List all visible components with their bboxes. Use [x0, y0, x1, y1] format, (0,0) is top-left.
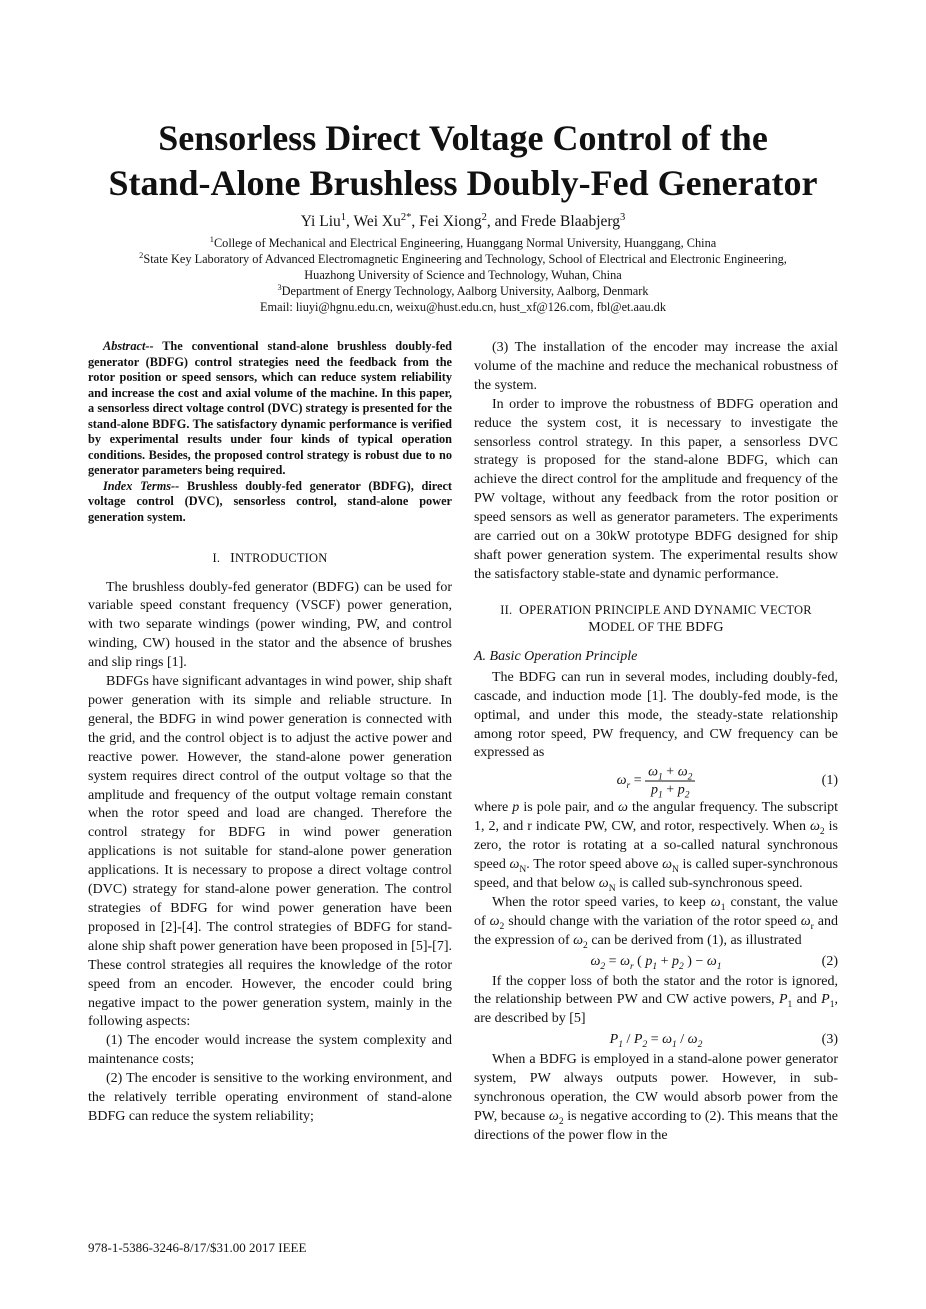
section-heading-introduction — [88, 550, 452, 567]
math-symbol: p — [677, 782, 685, 798]
math-subscript: N — [671, 864, 679, 875]
math-operator: / — [676, 1032, 688, 1048]
math-subscript: 2 — [583, 940, 588, 951]
text-run: If the copper loss of both the stator and the rotor is ignored, the relationship between PW and CW active powers, — [474, 973, 838, 1008]
math-subscript: 1 — [658, 772, 663, 783]
left-column — [88, 339, 452, 1127]
affil-text: College of Mechanical and Electrical Engineering, Huanggang Normal University, Huanggang, China — [213, 236, 717, 250]
text-run: can be derived from (1), as illustrated — [587, 932, 802, 948]
math-symbol: ω — [800, 913, 811, 929]
math-subscript: 2 — [684, 790, 690, 801]
equation-body: $\omega_r$ = $\frac{\omega_1 + \omega_2}{p_1 + p_2}$ — [474, 764, 838, 799]
math-subscript: N — [608, 883, 616, 894]
math-symbol: ω — [662, 857, 672, 873]
section-number: I. — [212, 550, 221, 565]
math-operator: + — [662, 764, 678, 780]
math-symbol: p — [645, 953, 653, 969]
math-symbol: ω — [590, 953, 601, 969]
paragraph: In order to improve the robustness of BDFG operation and reduce the system cost, it is necessary to investigate the sensorless control strategy. In this paper, a sensorless DVC strategy is proposed for the stand-alone BDFG, which can achieve the direct control for the amplitude and frequency of the PW voltage, without any feedback from the rotor position or speed sensors as well as generator parameters. The experiments are carried out on a 30kW prototype BDFG designed for ship shaft power generation system. The experimental results show the satisfactory stable-state and dynamic performance. — [474, 396, 838, 582]
math-operator: = — [647, 1032, 663, 1048]
math-subscript: 1 — [720, 902, 726, 913]
index-terms-lead: Index Terms-- — [103, 478, 180, 493]
text-run: should change with the variation of the rotor speed — [504, 913, 801, 929]
math-symbol: ω — [620, 953, 630, 969]
text-run: and the expression of — [474, 913, 838, 948]
subsection-heading: A. Basic Operation Principle — [474, 648, 638, 664]
section-rest: YNAMIC — [704, 602, 760, 617]
equation-number: (3) — [821, 1032, 838, 1048]
author-affil-mark: 1 — [340, 211, 347, 223]
text-run: and — [792, 992, 822, 1008]
text-run: , are described by [5] — [474, 992, 838, 1027]
affil-text: Department of Energy Technology, Aalborg University, Aalborg, Denmark — [281, 284, 649, 298]
author-affil-mark: 2 — [481, 211, 487, 223]
section-cap: I — [230, 550, 236, 566]
affil-text: State Key Laboratory of Advanced Electromagnetic Engineering and Technology, School of Electrical and Electronic Engineering, — [143, 252, 787, 266]
section-cap: V — [759, 602, 770, 618]
text-run: . The rotor speed above — [526, 857, 663, 873]
section-rest: PERATION — [529, 602, 595, 617]
affiliation-2-cont: Huazhong University of Science and Technology, Wuhan, China — [304, 268, 622, 282]
text-run: constant, the value of — [474, 894, 838, 929]
math-operator: / — [623, 1032, 634, 1048]
math-operator: + — [662, 782, 678, 798]
math-operator: ) — [683, 953, 696, 969]
math-operator: ( — [633, 953, 646, 969]
section-rest: RINCIPLE AND — [602, 602, 695, 617]
equation-number: (1) — [821, 773, 838, 789]
math-symbol: p — [672, 953, 679, 969]
math-subscript: r — [629, 961, 634, 972]
text-run: When the rotor speed varies, to keep — [492, 894, 711, 910]
abstract — [88, 339, 452, 479]
paragraph — [474, 973, 838, 1030]
math-symbol: P — [821, 992, 830, 1008]
author-name: , Fei Xiong — [411, 213, 482, 230]
math-symbol: P — [778, 992, 788, 1008]
math-operator: = — [605, 953, 621, 969]
math-symbol: ω — [573, 932, 584, 948]
math-symbol: ω — [706, 953, 717, 969]
author-name: Yi Liu — [300, 213, 341, 230]
math-symbol: p — [651, 782, 659, 798]
math-symbol: ω — [598, 875, 609, 891]
math-symbol: ω — [677, 764, 688, 780]
math-subscript: 1 — [716, 961, 722, 972]
math-operator: − — [695, 953, 707, 969]
section-cap: D — [694, 602, 705, 618]
paragraph: (1) The encoder would increase the system complexity and maintenance costs; — [88, 1033, 452, 1068]
index-terms-text: Brushless doubly-fed generator (BDFG), direct voltage control (DVC), sensorless control, stand-alone power generation system. — [88, 478, 452, 525]
paragraph — [474, 894, 838, 951]
math-symbol: ω — [810, 819, 820, 835]
affiliation-3 — [60, 283, 866, 299]
math-subscript: 2 — [687, 772, 693, 783]
math-symbol: ω — [616, 773, 627, 789]
equation-1 — [474, 763, 838, 799]
math-symbol: ω — [687, 1032, 698, 1048]
text-run: is called super-synchronous speed, and that below — [474, 857, 838, 891]
affiliation-2 — [60, 251, 866, 267]
right-column — [474, 339, 838, 1146]
math-symbol: P — [609, 1032, 619, 1048]
text-run: is negative according to (2). This means that the directions of the power flow in the — [474, 1109, 838, 1143]
affil-mark: 1 — [209, 234, 214, 244]
email-line: Email: liuyi@hgnu.edu.cn, weixu@hust.edu.cn, hust_xf@126.com, fbl@et.aau.dk — [260, 300, 666, 314]
math-symbol: p — [512, 800, 520, 816]
author-affil-mark: 3 — [620, 211, 626, 223]
paragraph: BDFGs have significant advantages in wind power, ship shaft power generation with its simple and reliable structure. In general, the BDFG in wind power generation is connected with the grid, and the control object is to adjust the active power and reactive power. However, the stand-alone power generation system requires direct control of the output voltage so that the amplitude and frequency of the output voltage remain constant when the rotor speed and load are changed. Therefore the control strategy for BDFG in wind power generation applications is not suitable for stand-alone power generation applications. It is necessary to propose a direct voltage control (DVC) strategy for stand-alone power generation. The control strategies of BDFG for wind power generation have been proposed in [2]-[4]. The control strategies of BDFG for stand-alone ship shaft power generation have been proposed in [5]-[7]. These control strategies all requires the knowledge of the rotor speed from an encoder. However, the encoder could bring negative impact to the power generation system, mainly in the following aspects: — [88, 674, 452, 1030]
equation-number: (2) — [821, 953, 838, 969]
author-affil-mark: 2* — [400, 211, 412, 223]
equation-body — [474, 1032, 838, 1051]
paragraph: The brushless doubly-fed generator (BDFG) can be used for variable speed constant frequency (VSCF) power generation, with two separate windings (power winding, PW, and control winding, CW) housed in the stator and the absence of brushes and slip rings [1]. — [88, 579, 452, 671]
math-subscript: 1 — [658, 790, 663, 801]
equation-body — [474, 954, 838, 970]
affiliations — [60, 235, 866, 315]
section-rest: ODEL OF THE — [600, 619, 686, 634]
paragraph: The BDFG can run in several modes, including doubly-fed, cascade, and induction mode [1]. The doubly-fed mode, is the optimal, and under this mode, the steady-state relationship among rotor speed, PW frequency, and CW frequency can be expressed as — [474, 669, 838, 761]
author-name: , Wei Xu — [346, 213, 401, 230]
fraction — [645, 764, 695, 799]
paragraph — [474, 1051, 838, 1146]
math-operator: + — [657, 953, 672, 969]
math-subscript: 2 — [697, 1040, 703, 1051]
math-subscript: 1 — [652, 961, 658, 972]
math-symbol: ω — [648, 764, 659, 780]
math-symbol: ω — [618, 800, 628, 816]
abstract-text: The conventional stand-alone brushless doubly-fed generator (BDFG) control strategies need the feedback from the rotor position or speed sensors, which can reduce system reliability and increase the cost and axial volume of the machine. In this paper, a sensorless direct voltage control (DVC) strategy is presented for the stand-alone BDFG. The satisfactory dynamic performance is verified by experimental results under four kinds of typical operation conditions. Besides, the proposed control strategy is robust due to no generator parameters being required. — [88, 339, 452, 478]
author-list — [60, 212, 866, 232]
text-run: where — [474, 800, 513, 816]
math-subscript: N — [519, 864, 527, 875]
math-symbol: ω — [662, 1032, 673, 1048]
section-heading-operation-principle — [474, 602, 838, 636]
paragraph: (2) The encoder is sensitive to the working environment, and the relatively terrible operating environment of stand-alone BDFG can reduce the system reliability; — [88, 1071, 452, 1124]
text-run: When a BDFG is employed in a stand-alone power generator system, PW always outputs power. However, in sub-synchronous operation, the CW would absorb power from the PW, because — [474, 1052, 838, 1124]
math-subscript: 2 — [642, 1040, 648, 1051]
affil-mark: 2 — [139, 250, 144, 260]
math-symbol: ω — [489, 913, 500, 929]
section-rest: ECTOR — [769, 602, 812, 617]
math-symbol: ω — [710, 894, 721, 910]
math-subscript: 1 — [829, 1000, 835, 1011]
math-symbol: P — [633, 1032, 643, 1048]
copyright-footer: 978-1-5386-3246-8/17/$31.00 2017 IEEE — [88, 1240, 307, 1255]
paragraph — [474, 799, 838, 894]
math-symbol: ω — [548, 1109, 559, 1124]
paper-title — [60, 116, 866, 206]
math-subscript: 2 — [679, 961, 684, 972]
section-rest: BDFG — [685, 619, 724, 635]
math-subscript: 1 — [618, 1040, 623, 1051]
text-run: the angular frequency. The subscript 1, 2, and r indicate PW, CW, and rotor, respectively. When — [474, 800, 838, 835]
math-subscript: 2 — [499, 921, 505, 932]
title-line-1: Sensorless Direct Voltage Control of the — [158, 118, 768, 158]
section-cap: M — [588, 619, 601, 635]
section-cap: O — [518, 602, 530, 618]
math-subscript: r — [810, 921, 814, 932]
math-subscript: r — [626, 781, 631, 792]
math-subscript: 2 — [600, 961, 606, 972]
math-subscript: 1 — [672, 1040, 677, 1051]
abstract-lead: Abstract-- — [103, 339, 154, 353]
denominator — [645, 782, 695, 799]
math-symbol: ω — [509, 857, 520, 873]
text-run: is zero, the rotor is rotating at a so-called natural synchronous speed — [474, 819, 838, 873]
text-run: is called sub-synchronous speed. — [615, 875, 803, 891]
author-name: , and Frede Blaabjerg — [486, 213, 621, 230]
affiliation-1 — [60, 235, 866, 251]
index-terms — [88, 479, 452, 526]
title-line-2: Stand-Alone Brushless Doubly-Fed Generator — [108, 163, 818, 203]
paragraph: (3) The installation of the encoder may increase the axial volume of the machine and reduce the mechanical robustness of the system. — [474, 340, 838, 393]
section-cap: P — [594, 602, 603, 618]
math-subscript: 2 — [558, 1116, 564, 1127]
numerator — [645, 764, 695, 782]
math-subscript: 2 — [819, 827, 825, 838]
equation-3 — [474, 1029, 838, 1051]
text-run: is pole pair, and — [519, 800, 619, 816]
math-subscript: 1 — [787, 1000, 793, 1011]
section-number: II. — [500, 602, 513, 617]
affil-mark: 3 — [277, 282, 282, 292]
section-rest: NTRODUCTION — [235, 550, 328, 565]
equation-2 — [474, 951, 838, 973]
